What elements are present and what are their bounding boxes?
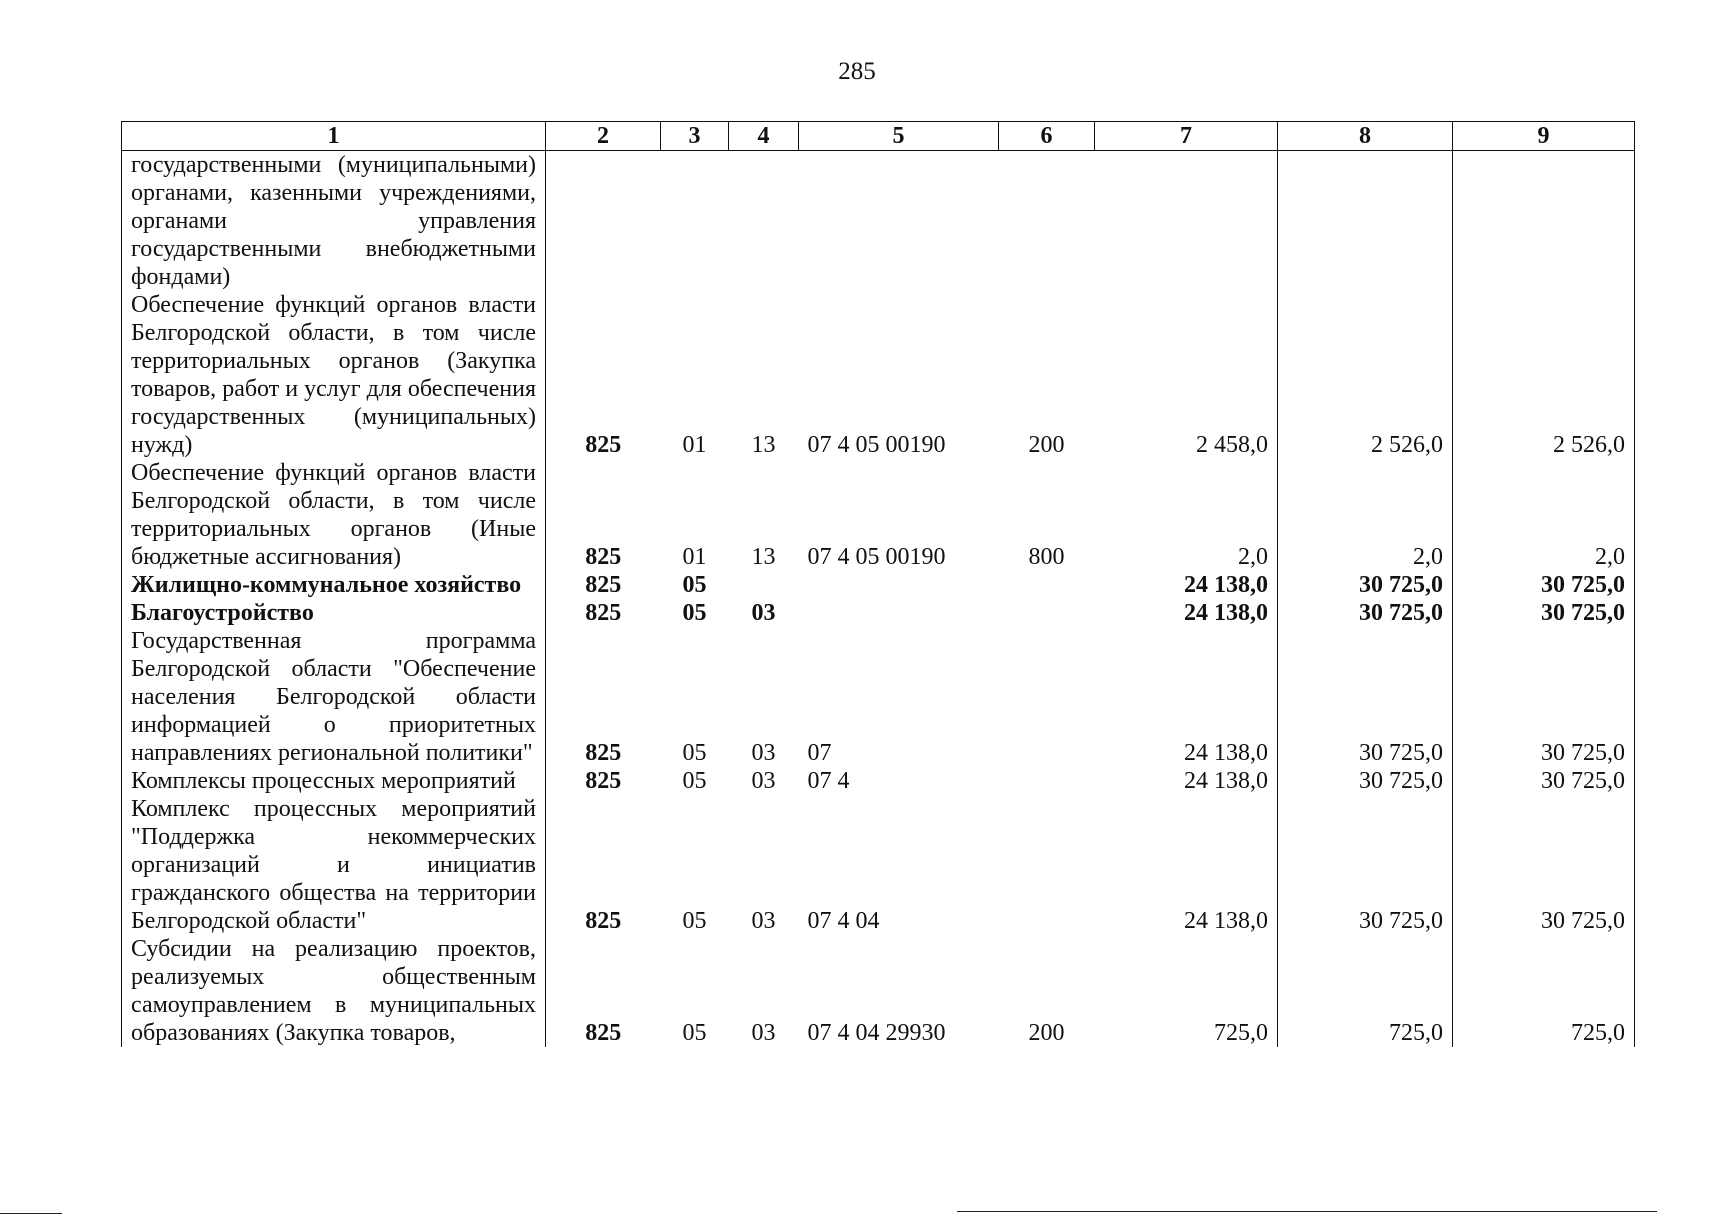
cell-col3: 05 — [682, 1020, 707, 1046]
cell-col3: 05 — [682, 768, 707, 794]
cell-col4: 03 — [751, 600, 776, 626]
cell-col8: 30 725,0 — [1278, 627, 1453, 767]
cell-col3: 01 — [682, 432, 707, 458]
cell-col2: 825 — [585, 768, 622, 794]
column-header: 4 — [729, 122, 799, 151]
cell-col9 — [1453, 151, 1635, 292]
cell-col7: 725,0 — [1095, 935, 1278, 1047]
cell-col7 — [1095, 151, 1278, 292]
cell-col7: 2 458,0 — [1095, 291, 1278, 459]
cell-col7: 24 138,0 — [1095, 795, 1278, 935]
table-body — [122, 151, 1635, 1048]
cell-col9: 2,0 — [1453, 459, 1635, 571]
cell-col7: 24 138,0 — [1095, 599, 1278, 627]
cell-col4 — [729, 151, 799, 292]
scan-artifact-line — [957, 1211, 1657, 1212]
row-description: Обеспечение функций органов власти Белгородской области, в том числе территориальных органов (Закупка товаров, работ и услуг для обеспечения государственных (муниципальных) нужд) — [122, 291, 546, 459]
table-row — [122, 599, 1635, 627]
budget-table-container — [121, 121, 1634, 1047]
cell-col9: 725,0 — [1453, 935, 1635, 1047]
cell-col9: 30 725,0 — [1453, 795, 1635, 935]
cell-col5: 07 4 05 00190 — [807, 432, 946, 458]
cell-col6: 800 — [1028, 544, 1065, 570]
table-row — [122, 459, 1635, 571]
cell-col5: 07 — [807, 740, 832, 766]
cell-col4: 03 — [751, 908, 776, 934]
column-header: 6 — [999, 122, 1095, 151]
column-header: 5 — [799, 122, 999, 151]
cell-col2: 825 — [585, 740, 622, 766]
column-header: 8 — [1278, 122, 1453, 151]
cell-col5 — [799, 599, 999, 627]
cell-col7: 24 138,0 — [1095, 627, 1278, 767]
cell-col8: 2,0 — [1278, 459, 1453, 571]
table-row — [122, 935, 1635, 1047]
cell-col3: 05 — [682, 908, 707, 934]
cell-col9: 30 725,0 — [1453, 627, 1635, 767]
budget-table — [121, 121, 1635, 1047]
cell-col2: 825 — [585, 600, 622, 626]
cell-col8: 725,0 — [1278, 935, 1453, 1047]
cell-col2: 825 — [585, 432, 622, 458]
cell-col3: 01 — [682, 544, 707, 570]
table-row — [122, 795, 1635, 935]
cell-col5 — [799, 151, 999, 292]
row-description: государственными (муниципальными) органами, казенными учреждениями, органами управления государственными внебюджетными фондами) — [122, 151, 546, 292]
row-description: Комплексы процессных мероприятий — [122, 767, 546, 795]
cell-col4: 03 — [751, 1020, 776, 1046]
cell-col3: 05 — [682, 740, 707, 766]
cell-col6 — [999, 571, 1095, 599]
cell-col8: 30 725,0 — [1278, 571, 1453, 599]
cell-col4: 13 — [751, 544, 776, 570]
cell-col9: 2 526,0 — [1453, 291, 1635, 459]
cell-col6 — [999, 627, 1095, 767]
cell-col9: 30 725,0 — [1453, 767, 1635, 795]
cell-col8 — [1278, 151, 1453, 292]
cell-col6 — [999, 151, 1095, 292]
cell-col2 — [546, 151, 661, 292]
row-description: Обеспечение функций органов власти Белгородской области, в том числе территориальных органов (Иные бюджетные ассигнования) — [122, 459, 546, 571]
cell-col9: 30 725,0 — [1453, 571, 1635, 599]
table-row — [122, 627, 1635, 767]
row-description: Комплекс процессных мероприятий "Поддержка некоммерческих организаций и инициатив гражданского общества на территории Белгородской области" — [122, 795, 546, 935]
cell-col7: 24 138,0 — [1095, 767, 1278, 795]
cell-col5: 07 4 04 — [807, 908, 880, 934]
cell-col4: 03 — [751, 740, 776, 766]
cell-col8: 30 725,0 — [1278, 795, 1453, 935]
column-header: 2 — [546, 122, 661, 151]
cell-col5: 07 4 05 00190 — [807, 544, 946, 570]
row-description: Субсидии на реализацию проектов, реализуемых общественным самоуправлением в муниципальных образованиях (Закупка товаров, — [122, 935, 546, 1047]
cell-col2: 825 — [585, 572, 622, 598]
column-header: 1 — [122, 122, 546, 151]
cell-col8: 30 725,0 — [1278, 599, 1453, 627]
row-description: Жилищно-коммунальное хозяйство — [122, 571, 546, 599]
cell-col7: 24 138,0 — [1095, 571, 1278, 599]
cell-col8: 2 526,0 — [1278, 291, 1453, 459]
cell-col6 — [999, 795, 1095, 935]
table-header-row — [122, 122, 1635, 151]
table-row — [122, 291, 1635, 459]
table-row — [122, 151, 1635, 292]
cell-col6 — [999, 599, 1095, 627]
column-header: 3 — [661, 122, 729, 151]
page-number: 285 — [838, 58, 876, 85]
cell-col5: 07 4 — [807, 768, 850, 794]
table-row — [122, 571, 1635, 599]
cell-col6: 200 — [1028, 1020, 1065, 1046]
cell-col4 — [729, 571, 799, 599]
cell-col4: 03 — [751, 768, 776, 794]
cell-col2: 825 — [585, 1020, 622, 1046]
cell-col2: 825 — [585, 908, 622, 934]
cell-col3: 05 — [682, 572, 707, 598]
table-row — [122, 767, 1635, 795]
row-description: Государственная программа Белгородской области "Обеспечение населения Белгородской области информацией о приоритетных направлениях региональной политики" — [122, 627, 546, 767]
cell-col4: 13 — [751, 432, 776, 458]
cell-col5: 07 4 04 29930 — [807, 1020, 946, 1046]
cell-col7: 2,0 — [1095, 459, 1278, 571]
cell-col6: 200 — [1028, 432, 1065, 458]
row-description: Благоустройство — [122, 599, 546, 627]
cell-col9: 30 725,0 — [1453, 599, 1635, 627]
cell-col8: 30 725,0 — [1278, 767, 1453, 795]
cell-col5 — [799, 571, 999, 599]
cell-col2: 825 — [585, 544, 622, 570]
cell-col3: 05 — [682, 600, 707, 626]
cell-col3 — [661, 151, 729, 292]
cell-col6 — [999, 767, 1095, 795]
column-header: 9 — [1453, 122, 1635, 151]
column-header: 7 — [1095, 122, 1278, 151]
